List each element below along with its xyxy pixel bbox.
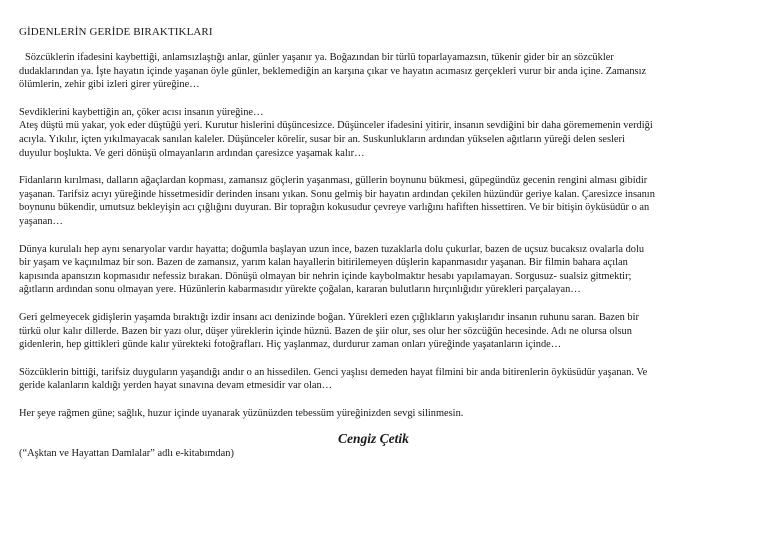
paragraph-line: Ateş düştü mü yakar, yok eder düştüğü yeri. Kurutur hislerini düşüncesizce. Düşünceler ifadesini yitirir, insanın sevdiğini bir daha görememenin verdiği bbox=[19, 120, 653, 132]
paragraph-line: Sözcüklerin bittiği, tarifsiz duyguların yaşandığı andır o an hissedilen. Genci yaşlısı demeden hayat filmini bir anda bitirenlerin öyküsüdür yaşanan. Ve bbox=[19, 366, 648, 378]
paragraph bbox=[19, 106, 764, 160]
paragraph-line: yaşanan. Tarifsiz acıyı yüreğinde hissetmesidir derinden insanı yıkan. Sonu gelmiş bir hayatın ardından çekilen hüzündür geriye kalan. Çaresizce insanın bbox=[19, 188, 655, 200]
paragraph bbox=[19, 311, 764, 352]
document-title: GİDENLERİN GERİDE BIRAKTIKLARI bbox=[19, 26, 213, 38]
document-body bbox=[19, 51, 767, 420]
paragraph-line: geride kalanların kaldığı yerden hayat sınavına devam etmesidir var olan… bbox=[19, 380, 333, 392]
paragraph-line-text: Sözcüklerin ifadesini kaybettiği, anlamsızlaştığı anlar, günler yaşanır ya. Boğazından bir türlü toparlayamazsın, tükenir gider bir an sözcükler bbox=[25, 52, 614, 63]
paragraph-line: Fidanların kırılması, dalların ağaçlardan kopması, zamansız göçlerin yaşanması, güllerin boynunu bükmesi, güpegündüz gecenin rengini alması gibidir bbox=[19, 175, 648, 187]
author-signature: Cengiz Çetik bbox=[338, 431, 409, 447]
source-note: (“Aşktan ve Hayattan Damlalar” adlı e-kitabımdan) bbox=[19, 448, 234, 460]
paragraph-line: gidenlerin, hep gittikleri günde kalır yürekteki fotoğrafları. Hiç yaşlanmaz, durdurur zaman onları yüreğinde yaşatanların içinde… bbox=[19, 339, 562, 351]
paragraph-line bbox=[19, 51, 764, 65]
paragraph-line: Sevdiklerini kaybettiğin an, çöker acısı insanın yüreğine… bbox=[19, 106, 264, 118]
paragraph bbox=[19, 366, 764, 393]
paragraph-line: kapısında apansızın kopmasıdır nefessiz bırakan. Dönüşü olmayan bir nehrin içinde kaybolmaktır hesabı yapılamayan. Sorgusuz- sualsiz gitmektir; bbox=[19, 270, 632, 282]
paragraph-line: Dünya kurulalı hep aynı senaryolar vardır hayatta; doğumla başlayan uzun ince, bazen tuzaklarla dolu çukurlar, bazen de uçsuz bucaksız ovalarla dolu bbox=[19, 243, 645, 255]
paragraph-line: Geri gelmeyecek gidişlerin yaşamda bıraktığı izdir insanı acı denizinde boğan. Yürekleri ezen çığlıkların yakışlarıdır insanın ruhunu saran. Bazen bir bbox=[19, 311, 639, 323]
paragraph bbox=[19, 51, 764, 92]
paragraph bbox=[19, 407, 764, 421]
paragraph-line: boynunu bükendir, umutsuz bekleyişin acı çığlığını duyuran. Bir toprağın kokusudur çevreye varlığını hafiften hissettiren. Ve bir bitişin öyküsüdür o an bbox=[19, 202, 650, 214]
paragraph bbox=[19, 174, 764, 228]
paragraph bbox=[19, 243, 764, 297]
paragraph-line: duyulur boşlukta. Ve geri dönüşü olmayanların ardından çaresizce yaşamak kalır… bbox=[19, 147, 365, 159]
paragraph-line: yaşanan… bbox=[19, 215, 63, 227]
paragraph-line: dudaklarından ya. İşte hayatın içinde yaşanan öyle günler, beklemediğin an karşına çıkar ve hayatın acımasız gerçekleri vurur bir anda içine. Zamansız bbox=[19, 65, 647, 77]
paragraph-line: Her şeye rağmen güne; sağlık, huzur içinde uyanarak yüzünüzden tebessüm yüreğinizden sevgi silinmesin. bbox=[19, 407, 464, 419]
paragraph-line: ölümlerin, zehir gibi izleri girer yüreğine… bbox=[19, 79, 200, 91]
paragraph-line: acıyla. Yıkılır, içten yıkılmayacak sanılan kaleler. Düşünceler körelir, susar bir an. Suskunlukların ardından yükselen ağıtların yüreği delen sesleri bbox=[19, 133, 625, 145]
paragraph-line: bir yaşam ve kaçınılmaz bir son. Bazen de zamansız, yarım kalan hayallerin bitirilemeyen düşlerin kapanmasıdır yaşanan. Bir filmin bahara açılan bbox=[19, 257, 628, 269]
paragraph-line: türkü olur kalır dillerde. Bazen bir yazı olur, düşer yüreklerin içinde hüznü. Bazen de şiir olur, ses olur her sözcüğün hecesinde. Adı ne olursa olsun bbox=[19, 325, 632, 337]
paragraph-line: ağıtların ardından sonu olmayan yere. Hüzünlerin kabarmasıdır yürekte çoğalan, kararan bulutların hırçınlığıdır yürekleri parçalayan… bbox=[19, 284, 581, 296]
